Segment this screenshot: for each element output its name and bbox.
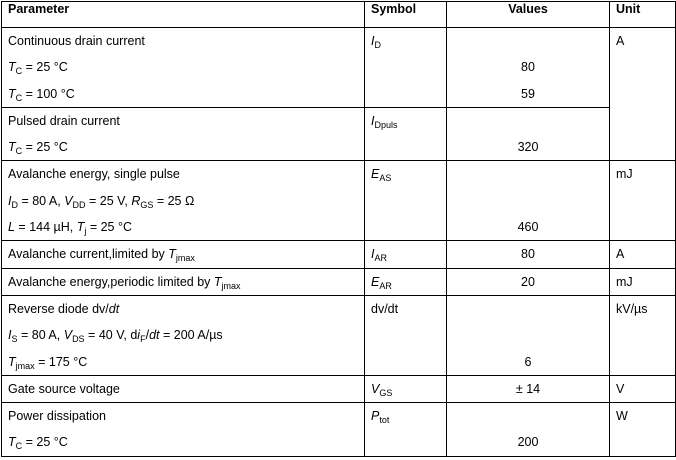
- value-text: [453, 188, 603, 214]
- unit-text: W: [616, 409, 628, 424]
- values-cell: [447, 375, 610, 402]
- value-text: 6: [524, 354, 532, 369]
- unit-text: A: [616, 247, 625, 262]
- value-text: 80: [521, 247, 535, 262]
- parameter-cell: [2, 28, 365, 108]
- values-cell: [447, 403, 610, 457]
- parameter-text: $T_C = 25$ °C: [8, 140, 68, 157]
- value-text: ± 14: [515, 381, 541, 396]
- unit-cell: [610, 241, 676, 268]
- value-text: [453, 296, 603, 322]
- value-text: 200: [517, 435, 539, 450]
- symbol-cell: $I_{AR}$: [365, 241, 447, 268]
- value-text: [453, 322, 603, 348]
- parameter-text: $I_S = 80$ A, $V_{DS} = 40$ V, $di_F/dt = 200$ A/µs: [8, 328, 223, 345]
- symbol-text: dv/dt: [371, 301, 399, 316]
- parameters-table: [1, 1, 676, 457]
- parameter-cell: [2, 403, 365, 457]
- header-symbol: Symbol: [365, 2, 447, 28]
- parameter-text: $T_C = 25$ °C: [8, 435, 68, 452]
- parameter-cell: [2, 241, 365, 268]
- value-text: [453, 161, 603, 187]
- symbol-cell: $V_{GS}$: [365, 375, 447, 402]
- parameter-text: Avalanche current,limited by $T_{jmax}$: [8, 247, 195, 264]
- value-text: 80: [521, 60, 535, 75]
- parameter-text: Avalanche energy, single pulse: [8, 167, 180, 182]
- symbol-cell: $E_{AR}$: [365, 268, 447, 295]
- unit-cell: [610, 375, 676, 402]
- parameter-cell: [2, 161, 365, 241]
- value-text: 320: [517, 140, 539, 155]
- values-cell: [447, 161, 610, 241]
- unit-text: A: [616, 34, 625, 48]
- table-row: [2, 375, 676, 402]
- unit-cell: [610, 268, 676, 295]
- value-text: [453, 403, 603, 429]
- table-row: [2, 268, 676, 295]
- table-row: [2, 295, 676, 375]
- values-cell: [447, 28, 610, 108]
- values-cell: [447, 268, 610, 295]
- parameter-cell: [2, 268, 365, 295]
- unit-text: V: [616, 381, 625, 396]
- table-row: [2, 28, 676, 108]
- table-row: [2, 403, 676, 457]
- unit-cell: [610, 295, 676, 375]
- values-cell: [447, 241, 610, 268]
- table-row: [2, 241, 676, 268]
- value-text: [453, 108, 603, 134]
- symbol-cell: $I_D$: [365, 28, 447, 108]
- parameter-text: Avalanche energy,periodic limited by $T_{jmax}$: [8, 274, 241, 291]
- parameter-text: $T_{jmax} = 175$ °C: [8, 354, 88, 371]
- value-text: 59: [521, 86, 535, 101]
- value-text: 20: [521, 274, 535, 289]
- parameter-text: Power dissipation: [8, 409, 106, 424]
- table-row: [2, 161, 676, 241]
- values-cell: [447, 107, 610, 161]
- symbol-cell: $E_{AS}$: [365, 161, 447, 241]
- value-text: 460: [517, 220, 539, 235]
- table-row: [2, 107, 676, 161]
- unit-text: mJ: [616, 167, 633, 182]
- parameter-text: Continuous drain current: [8, 34, 145, 48]
- parameter-text: $I_D = 80$ A, $V_{DD} = 25$ V, $R_{GS} = 25$ Ω: [8, 193, 195, 210]
- parameter-text: L = 144 µH, $T_j = 25$ °C: [8, 220, 132, 237]
- parameter-cell: [2, 375, 365, 402]
- header-parameter: Parameter: [2, 2, 365, 28]
- unit-cell: [610, 28, 676, 161]
- parameter-text: $T_C = 100$ °C: [8, 86, 75, 103]
- values-cell: [447, 295, 610, 375]
- parameter-text: Reverse diode dv/dt: [8, 301, 120, 316]
- symbol-cell: $P_{tot}$: [365, 403, 447, 457]
- header-unit: Unit: [610, 2, 676, 28]
- unit-cell: [610, 161, 676, 241]
- unit-cell: [610, 403, 676, 457]
- symbol-cell: $I_{Dpuls}$: [365, 107, 447, 161]
- value-text: [453, 28, 603, 54]
- parameter-cell: [2, 295, 365, 375]
- header-row: [2, 2, 676, 28]
- parameter-cell: [2, 107, 365, 161]
- header-values: Values: [447, 2, 610, 28]
- parameter-text: Gate source voltage: [8, 381, 120, 396]
- unit-text: kV/µs: [616, 301, 648, 316]
- parameter-text: Pulsed drain current: [8, 113, 120, 128]
- parameter-text: $T_C = 25$ °C: [8, 60, 68, 77]
- symbol-cell: [365, 295, 447, 375]
- unit-text: mJ: [616, 274, 633, 289]
